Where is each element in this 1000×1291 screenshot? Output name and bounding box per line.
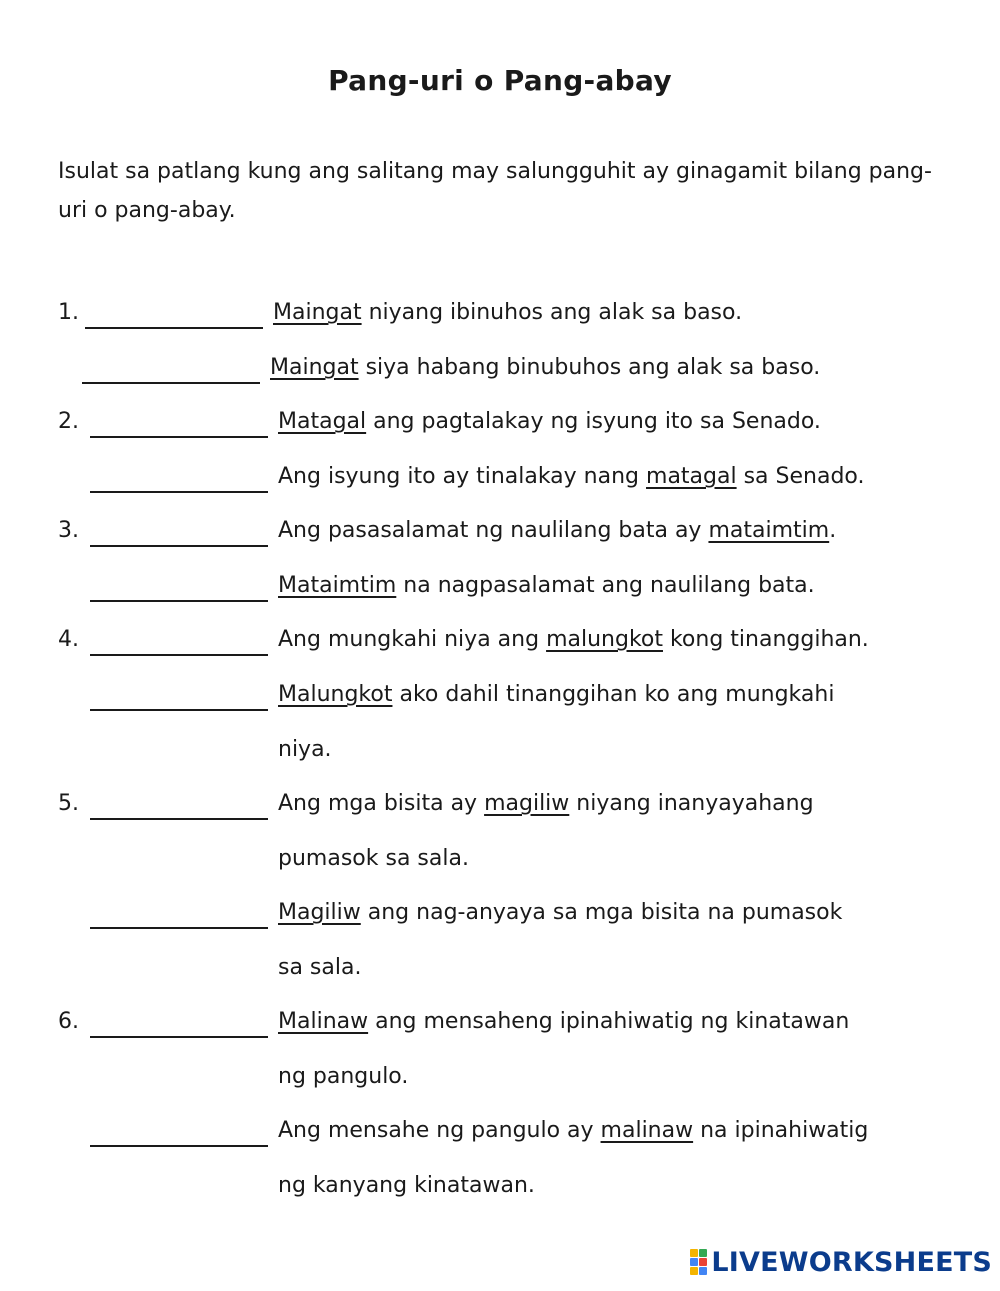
question-4a xyxy=(0,627,1000,667)
brand-name: LIVEWORKSHEETS xyxy=(711,1246,992,1278)
question-1b xyxy=(0,355,1000,395)
underlined-word: malinaw xyxy=(600,1118,694,1143)
answer-blank-4b[interactable] xyxy=(90,682,268,711)
logo-tile xyxy=(690,1267,698,1275)
sentence-2a: Matagal ang pagtalakay ng isyung ito sa Senado. xyxy=(278,409,821,434)
sentence-1a: Maingat niyang ibinuhos ang alak sa baso. xyxy=(273,300,743,325)
sentence-continuation: pumasok sa sala. xyxy=(278,846,469,871)
underlined-word: mataimtim xyxy=(708,518,830,543)
logo-tile xyxy=(699,1267,707,1275)
sentence-continuation: ng pangulo. xyxy=(278,1064,409,1089)
underlined-word: Maingat xyxy=(270,355,359,380)
question-6a xyxy=(0,1009,1000,1049)
logo-tile xyxy=(699,1249,707,1257)
question-5b xyxy=(0,900,1000,940)
answer-blank-5b[interactable] xyxy=(90,900,268,929)
underlined-word: Malinaw xyxy=(278,1009,369,1034)
answer-blank-4a[interactable] xyxy=(90,627,268,656)
underlined-word: Malungkot xyxy=(278,682,393,707)
question-4b-cont xyxy=(0,737,1000,777)
underlined-word: matagal xyxy=(646,464,737,489)
question-3b xyxy=(0,573,1000,613)
sentence-5a: Ang mga bisita ay magiliw niyang inanyayahang xyxy=(278,791,814,816)
page-title: Pang-uri o Pang-abay xyxy=(328,64,672,97)
sentence-6a: Malinaw ang mensaheng ipinahiwatig ng kinatawan xyxy=(278,1009,850,1034)
sentence-continuation: sa sala. xyxy=(278,955,362,980)
question-6a-cont xyxy=(0,1064,1000,1104)
question-5b-cont xyxy=(0,955,1000,995)
item-number: 5. xyxy=(58,791,79,816)
answer-blank-6a[interactable] xyxy=(90,1009,268,1038)
sentence-5b: Magiliw ang nag-anyaya sa mga bisita na pumasok xyxy=(278,900,843,925)
question-3a xyxy=(0,518,1000,558)
item-number: 2. xyxy=(58,409,79,434)
underlined-word: Matagal xyxy=(278,409,367,434)
question-6b xyxy=(0,1118,1000,1158)
sentence-continuation: niya. xyxy=(278,737,332,762)
logo-tile xyxy=(690,1258,698,1266)
item-number: 1. xyxy=(58,300,79,325)
answer-blank-3b[interactable] xyxy=(90,573,268,602)
answer-blank-2a[interactable] xyxy=(90,409,268,438)
sentence-continuation: ng kanyang kinatawan. xyxy=(278,1173,535,1198)
underlined-word: malungkot xyxy=(546,627,663,652)
instructions: Isulat sa patlang kung ang salitang may salungguhit ay ginagamit bilang pang-uri o pang-abay. xyxy=(58,159,932,223)
answer-blank-6b[interactable] xyxy=(90,1118,268,1147)
logo-tile xyxy=(690,1249,698,1257)
underlined-word: Magiliw xyxy=(278,900,361,925)
answer-blank-1b[interactable] xyxy=(82,355,260,384)
sentence-6b: Ang mensahe ng pangulo ay malinaw na ipinahiwatig xyxy=(278,1118,869,1143)
sentence-2b: Ang isyung ito ay tinalakay nang matagal sa Senado. xyxy=(278,464,865,489)
question-2b xyxy=(0,464,1000,504)
footer-brand xyxy=(690,1247,992,1277)
question-2a xyxy=(0,409,1000,449)
question-4b xyxy=(0,682,1000,722)
sentence-3a: Ang pasasalamat ng naulilang bata ay mataimtim. xyxy=(278,518,837,543)
answer-blank-1a[interactable] xyxy=(85,300,263,329)
answer-blank-3a[interactable] xyxy=(90,518,268,547)
question-1a xyxy=(0,300,1000,340)
sentence-3b: Mataimtim na nagpasalamat ang naulilang bata. xyxy=(278,573,815,598)
answer-blank-5a[interactable] xyxy=(90,791,268,820)
question-6b-cont xyxy=(0,1173,1000,1213)
item-number: 3. xyxy=(58,518,79,543)
question-5a xyxy=(0,791,1000,831)
question-5a-cont xyxy=(0,846,1000,886)
sentence-4b: Malungkot ako dahil tinanggihan ko ang mungkahi xyxy=(278,682,835,707)
underlined-word: Mataimtim xyxy=(278,573,397,598)
item-number: 4. xyxy=(58,627,79,652)
sentence-4a: Ang mungkahi niya ang malungkot kong tinanggihan. xyxy=(278,627,869,652)
underlined-word: Maingat xyxy=(273,300,362,325)
underlined-word: magiliw xyxy=(484,791,570,816)
logo-tile xyxy=(699,1258,707,1266)
sentence-1b: Maingat siya habang binubuhos ang alak sa baso. xyxy=(270,355,821,380)
item-number: 6. xyxy=(58,1009,79,1034)
liveworksheets-logo-icon xyxy=(690,1249,707,1275)
answer-blank-2b[interactable] xyxy=(90,464,268,493)
